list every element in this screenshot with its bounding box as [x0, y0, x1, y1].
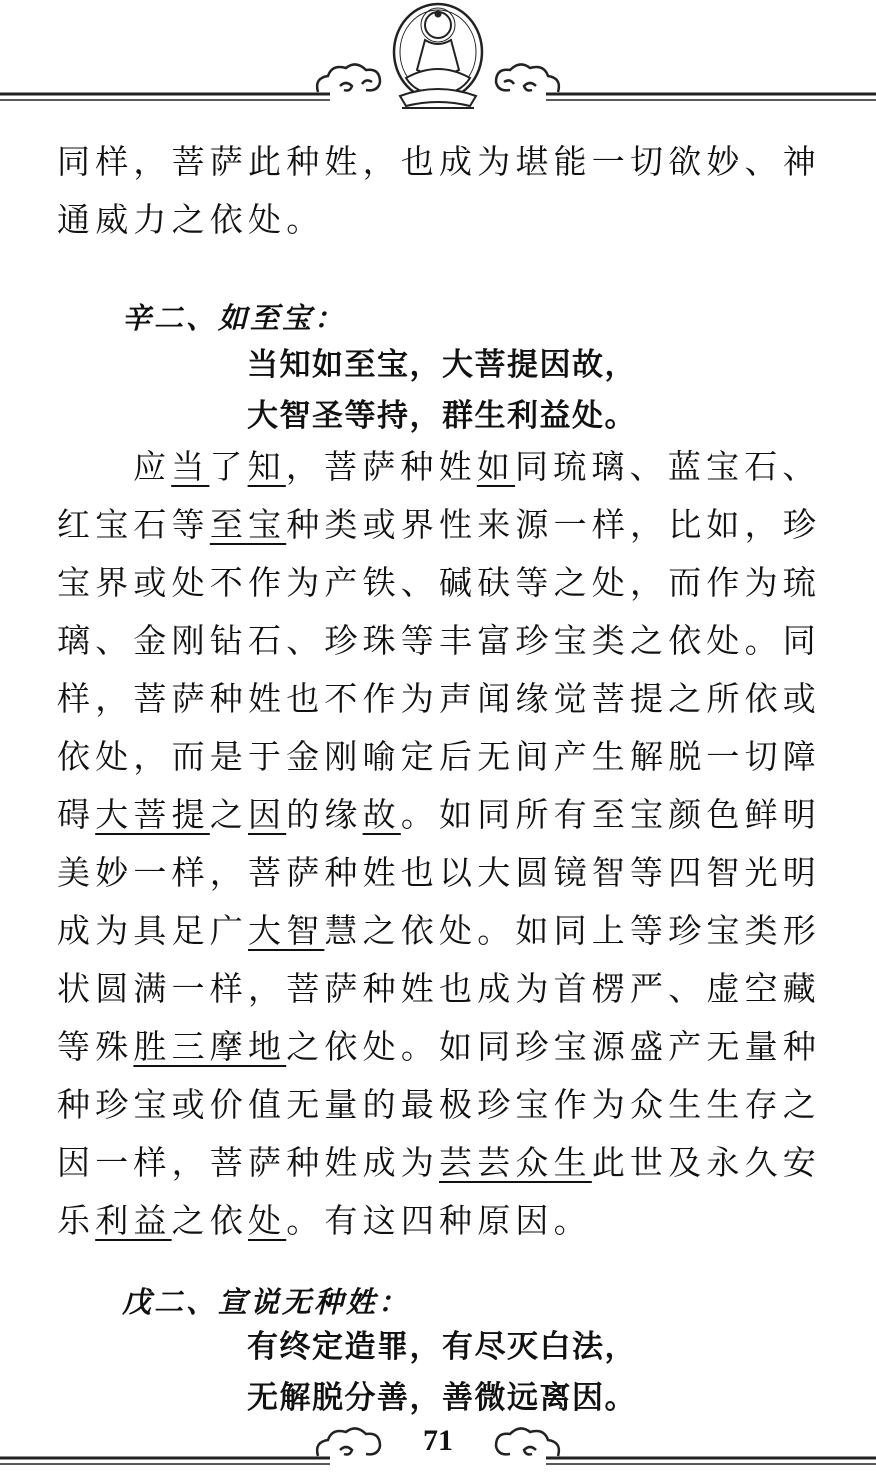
- section-heading: 戊二、宣说无种姓：: [122, 1285, 411, 1319]
- text-line: 依处，而是于金刚喻定后无间产生解脱一切障: [57, 737, 821, 776]
- paragraph-2: [57, 438, 847, 1250]
- text-line: 乐利益之依处。有这四种原因。: [57, 1201, 592, 1240]
- text-line: 样，菩萨种姓也不作为声闻缘觉菩提之所依或: [57, 679, 821, 718]
- verse-1: [247, 340, 637, 442]
- text-line: 同样，菩萨此种姓，也成为堪能一切欲妙、神: [57, 142, 821, 181]
- buddha-emblem-icon: [0, 0, 876, 118]
- verse-line: 当知如至宝，大菩提因故，: [247, 347, 637, 383]
- header-ornament: [0, 0, 876, 118]
- verse-line: 有终定造罪，有尽灭白法，: [247, 1329, 637, 1365]
- verse-line: 无解脱分善，善微远离因。: [247, 1380, 637, 1416]
- text-line: 状圆满一样，菩萨种姓也成为首楞严、虚空藏: [57, 969, 821, 1008]
- text-line: 应当了知，菩萨种姓如同琉璃、蓝宝石、: [133, 447, 821, 486]
- text-line: 成为具足广大智慧之依处。如同上等珍宝类形: [57, 911, 822, 950]
- text-line: 璃、金刚钻石、珍珠等丰富珍宝类之依处。同: [57, 621, 821, 660]
- text-line: 美妙一样，菩萨种姓也以大圆镜智等四智光明: [57, 853, 821, 892]
- text-line: 等殊胜三摩地之依处。如同珍宝源盛产无量种: [57, 1027, 822, 1066]
- text-line: 通威力之依处。: [57, 200, 325, 239]
- verse-line: 大智圣等持，群生利益处。: [247, 398, 637, 434]
- verse-2: [247, 1322, 637, 1424]
- auspicious-cloud-icon: [317, 64, 380, 92]
- text-line: 种珍宝或价值无量的最极珍宝作为众生生存之: [57, 1085, 821, 1124]
- text-line: 宝界或处不作为产铁、碱砆等之处，而作为琉: [57, 563, 821, 602]
- buddha-figure: [394, 4, 482, 108]
- paragraph-1: [57, 133, 847, 249]
- text-line: 红宝石等至宝种类或界性来源一样，比如，珍: [57, 505, 822, 544]
- text-line: 碍大菩提之因的缘故。如同所有至宝颜色鲜明: [57, 795, 822, 834]
- section-heading: 辛二、如至宝：: [122, 301, 347, 335]
- page-number: 71: [423, 1424, 453, 1457]
- auspicious-cloud-icon: [496, 64, 559, 92]
- text-line: 因一样，菩萨种姓成为芸芸众生此世及永久安: [57, 1143, 822, 1182]
